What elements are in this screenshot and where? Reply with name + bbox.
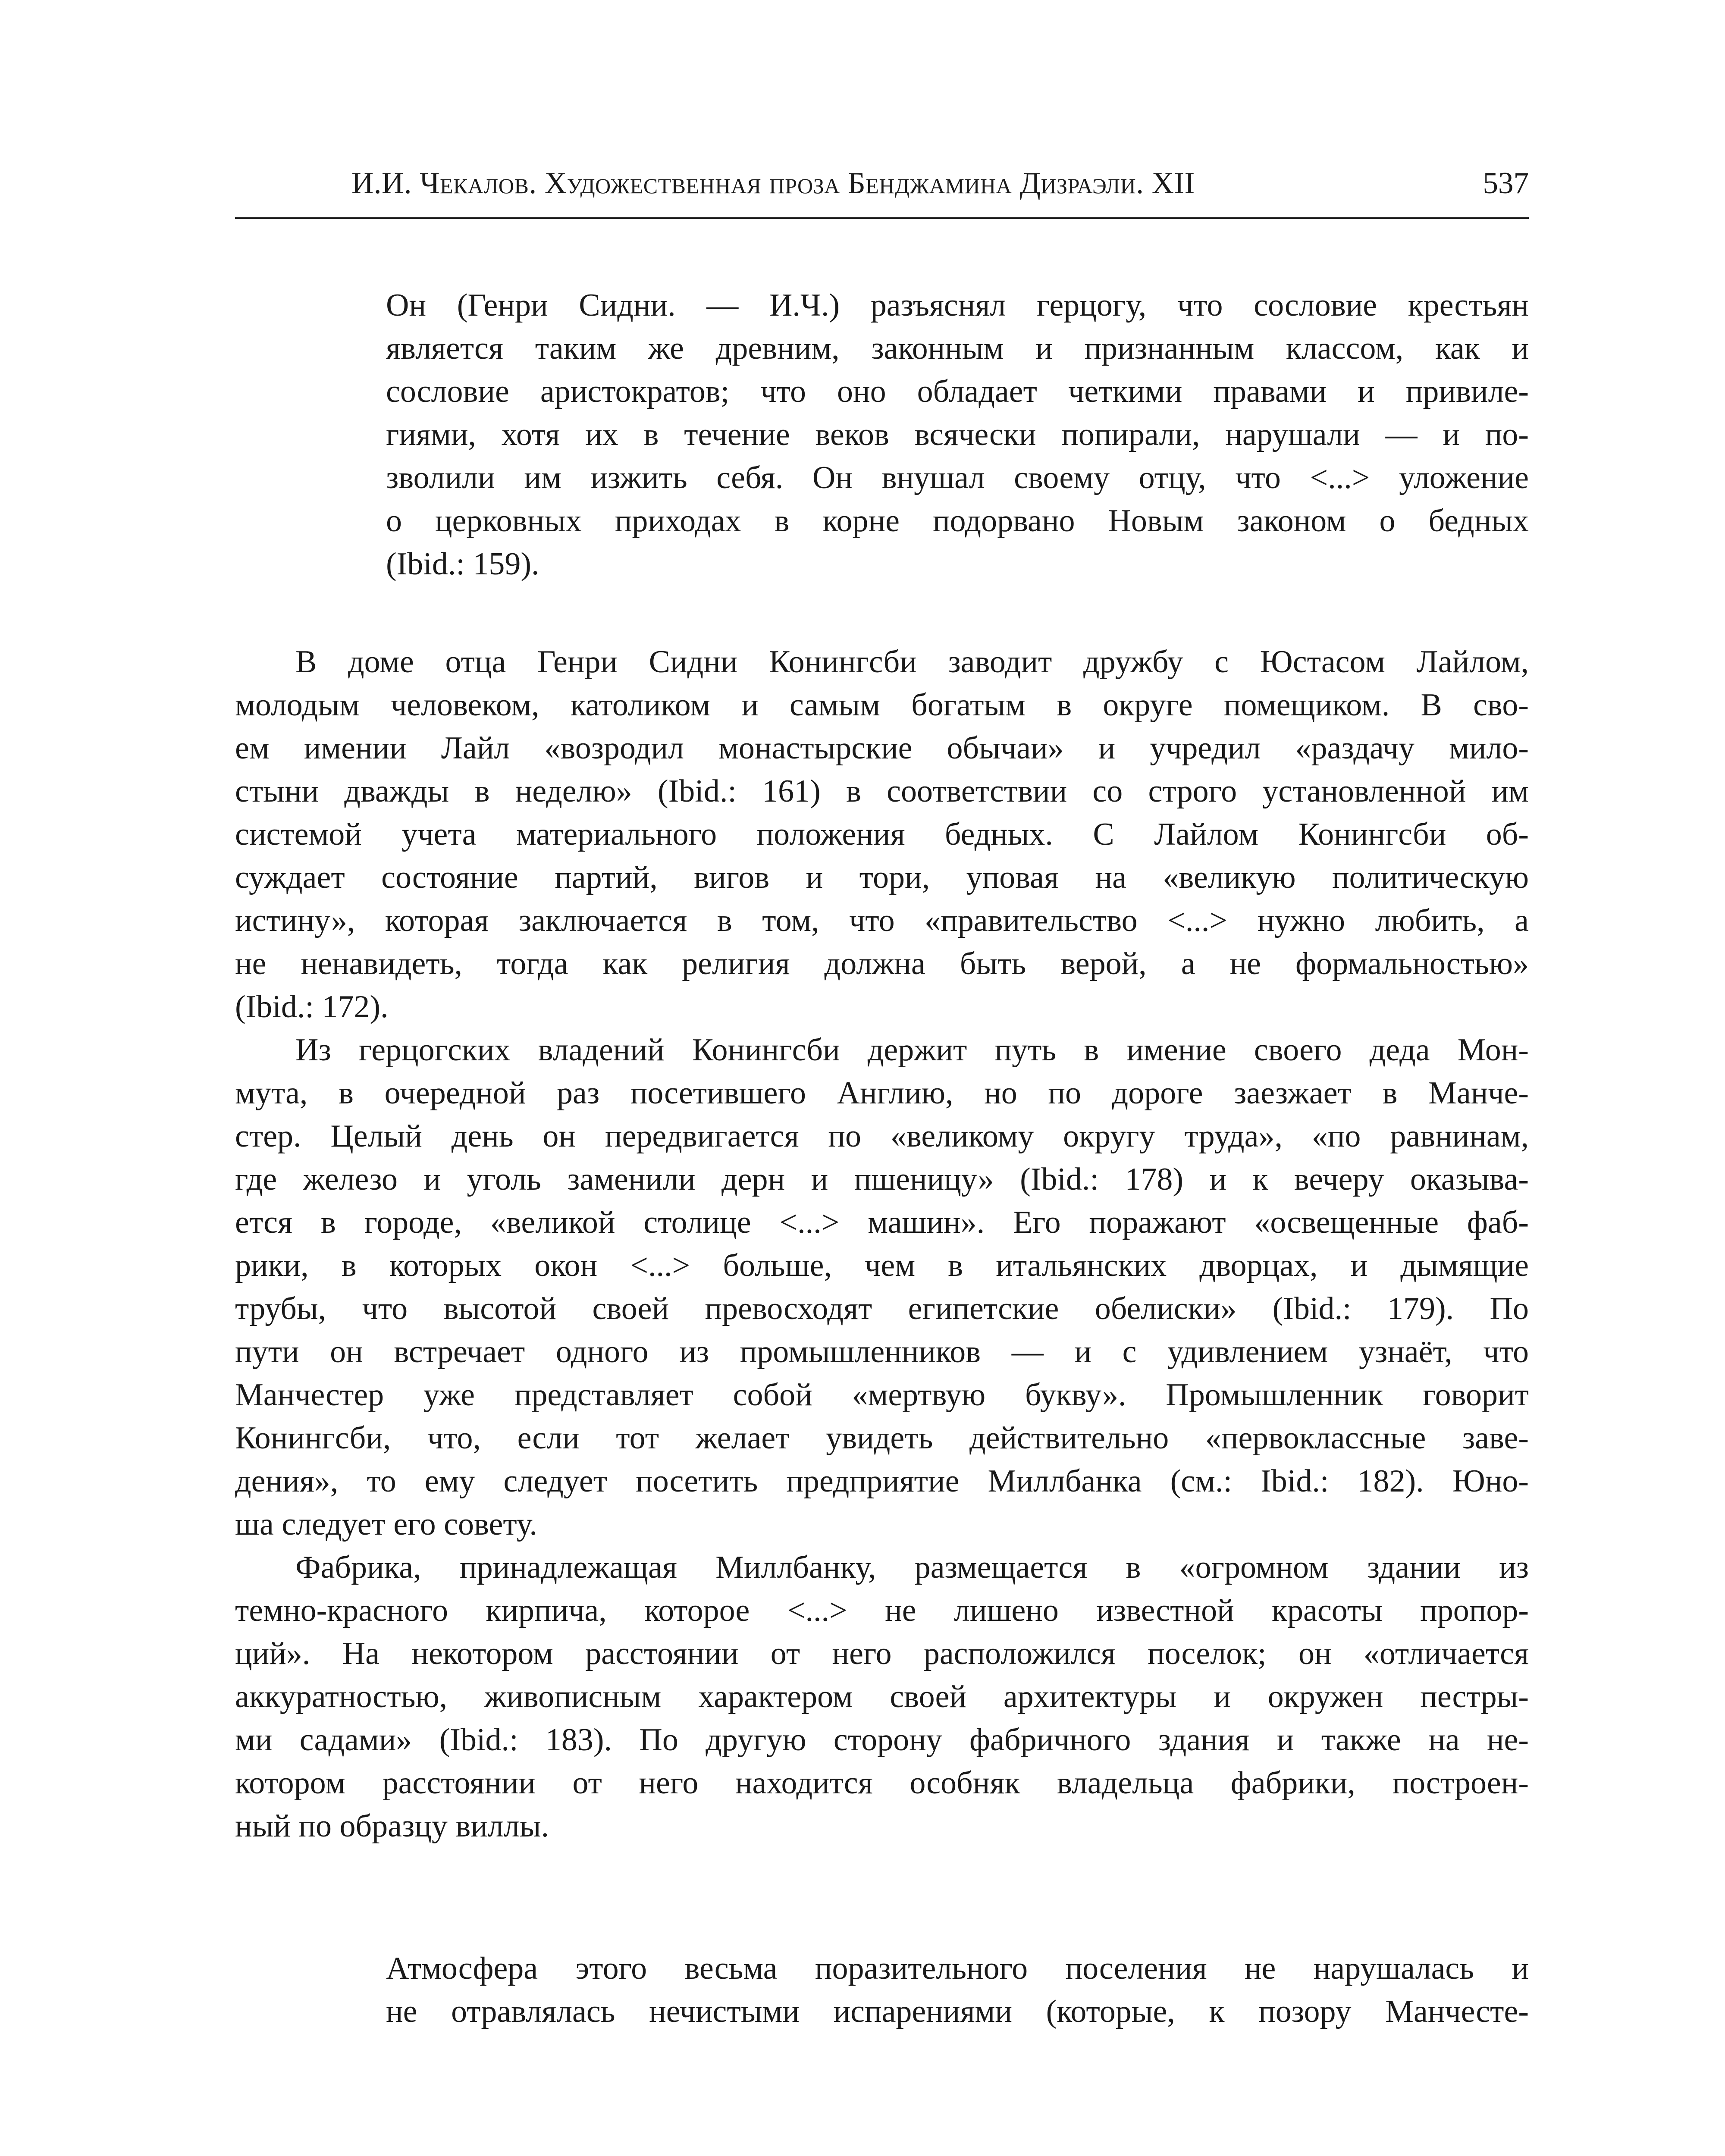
paragraph-line: дения», то ему следует посетить предприятие Миллбанка (см.: Ibid.: 182). Юно-	[235, 1463, 1529, 1499]
paragraph-line: Манчестер уже представляет собой «мертвую букву». Промышленник говорит	[235, 1377, 1529, 1413]
paragraph-line: трубы, что высотой своей превосходят египетские обелиски» (Ibid.: 179). По	[235, 1291, 1529, 1326]
body-text	[235, 640, 1529, 1848]
paragraph-line: истину», которая заключается в том, что «правительство <...> нужно любить, а	[235, 903, 1529, 938]
paragraph-line: (Ibid.: 172).	[235, 989, 389, 1025]
paragraph-line: стыни дважды в неделю» (Ibid.: 161) в соответствии со строго установленной им	[235, 774, 1529, 809]
paragraph-line: мута, в очередной раз посетившего Англию, но по дороге заезжает в Манче-	[235, 1075, 1529, 1111]
paragraph-line: Из герцогских владений Конингсби держит путь в имение своего деда Мон-	[295, 1032, 1529, 1068]
paragraph-line: ем имении Лайл «возродил монастырские обычаи» и учредил «раздачу мило-	[235, 730, 1529, 766]
quote2-line: не отравлялась нечистыми испарениями (которые, к позору Манчесте-	[386, 1994, 1529, 2029]
block-quote-1	[386, 284, 1529, 586]
paragraph-line: суждает состояние партий, вигов и тори, уповая на «великую политическую	[235, 860, 1529, 895]
paragraph-line: не ненавидеть, тогда как религия должна быть верой, а не формальностью»	[235, 946, 1529, 981]
quote1-line: Он (Генри Сидни. — И.Ч.) разъяснял герцогу, что сословие крестьян	[386, 288, 1529, 323]
paragraph-line: ша следует его совету.	[235, 1507, 537, 1542]
page-number: 537	[1483, 166, 1529, 200]
block-quote-2	[386, 1947, 1529, 2033]
paragraph-line: пути он встречает одного из промышленников — и с удивлением узнаёт, что	[235, 1334, 1529, 1369]
paragraph-line: Фабрика, принадлежащая Миллбанку, размещается в «огромном здании из	[295, 1550, 1529, 1585]
header-rule	[235, 217, 1529, 219]
quote1-line: зволили им изжить себя. Он внушал своему отцу, что <...> уложение	[386, 460, 1529, 495]
paragraph-line: рики, в которых окон <...> больше, чем в итальянских дворцах, и дымящие	[235, 1248, 1529, 1283]
paragraph-line: ми садами» (Ibid.: 183). По другую сторону фабричного здания и также на не-	[235, 1722, 1529, 1758]
paragraph-line: молодым человеком, католиком и самым богатым в округе помещиком. В сво-	[235, 687, 1529, 723]
paragraph-line: ный по образцу виллы.	[235, 1808, 549, 1844]
quote1-line: является таким же древним, законным и признанным классом, как и	[386, 331, 1529, 366]
paragraph-line: ций». На некотором расстоянии от него расположился поселок; он «отличается	[235, 1636, 1529, 1671]
paragraph	[235, 640, 1529, 1028]
paragraph-line: темно-красного кирпича, которое <...> не лишено известной красоты пропор-	[235, 1593, 1529, 1628]
paragraph-line: стер. Целый день он передвигается по «великому округу труда», «по равнинам,	[235, 1119, 1529, 1154]
quote1-line: гиями, хотя их в течение веков всячески попирали, нарушали — и по-	[386, 417, 1529, 452]
quote2-line: Атмосфера этого весьма поразительного поселения не нарушалась и	[386, 1951, 1529, 1986]
paragraph-line: аккуратностью, живописным характером своей архитектуры и окружен пестры-	[235, 1679, 1529, 1714]
quote1-line: (Ibid.: 159).	[386, 546, 539, 582]
paragraph-line: В доме отца Генри Сидни Конингсби заводит дружбу с Юстасом Лайлом,	[295, 644, 1529, 680]
paragraph-line: Конингсби, что, если тот желает увидеть действительно «первоклассные заве-	[235, 1420, 1529, 1456]
quote1-line: о церковных приходах в корне подорвано Новым законом о бедных	[386, 503, 1529, 539]
paragraph	[235, 1028, 1529, 1546]
paragraph-line: ется в городе, «великой столице <...> машин». Его поражают «освещенные фаб-	[235, 1205, 1529, 1240]
quote1-line: сословие аристократов; что оно обладает четкими правами и привиле-	[386, 374, 1529, 409]
running-head-title: И.И. Чекалов. Художественная проза Бенджамина Дизраэли. XII	[351, 166, 1195, 200]
paragraph-line: где железо и уголь заменили дерн и пшеницу» (Ibid.: 178) и к вечеру оказыва-	[235, 1162, 1529, 1197]
paragraph	[235, 1546, 1529, 1848]
paragraph-line: системой учета материального положения бедных. С Лайлом Конингсби об-	[235, 817, 1529, 852]
paragraph-line: котором расстоянии от него находится особняк владельца фабрики, построен-	[235, 1765, 1529, 1801]
